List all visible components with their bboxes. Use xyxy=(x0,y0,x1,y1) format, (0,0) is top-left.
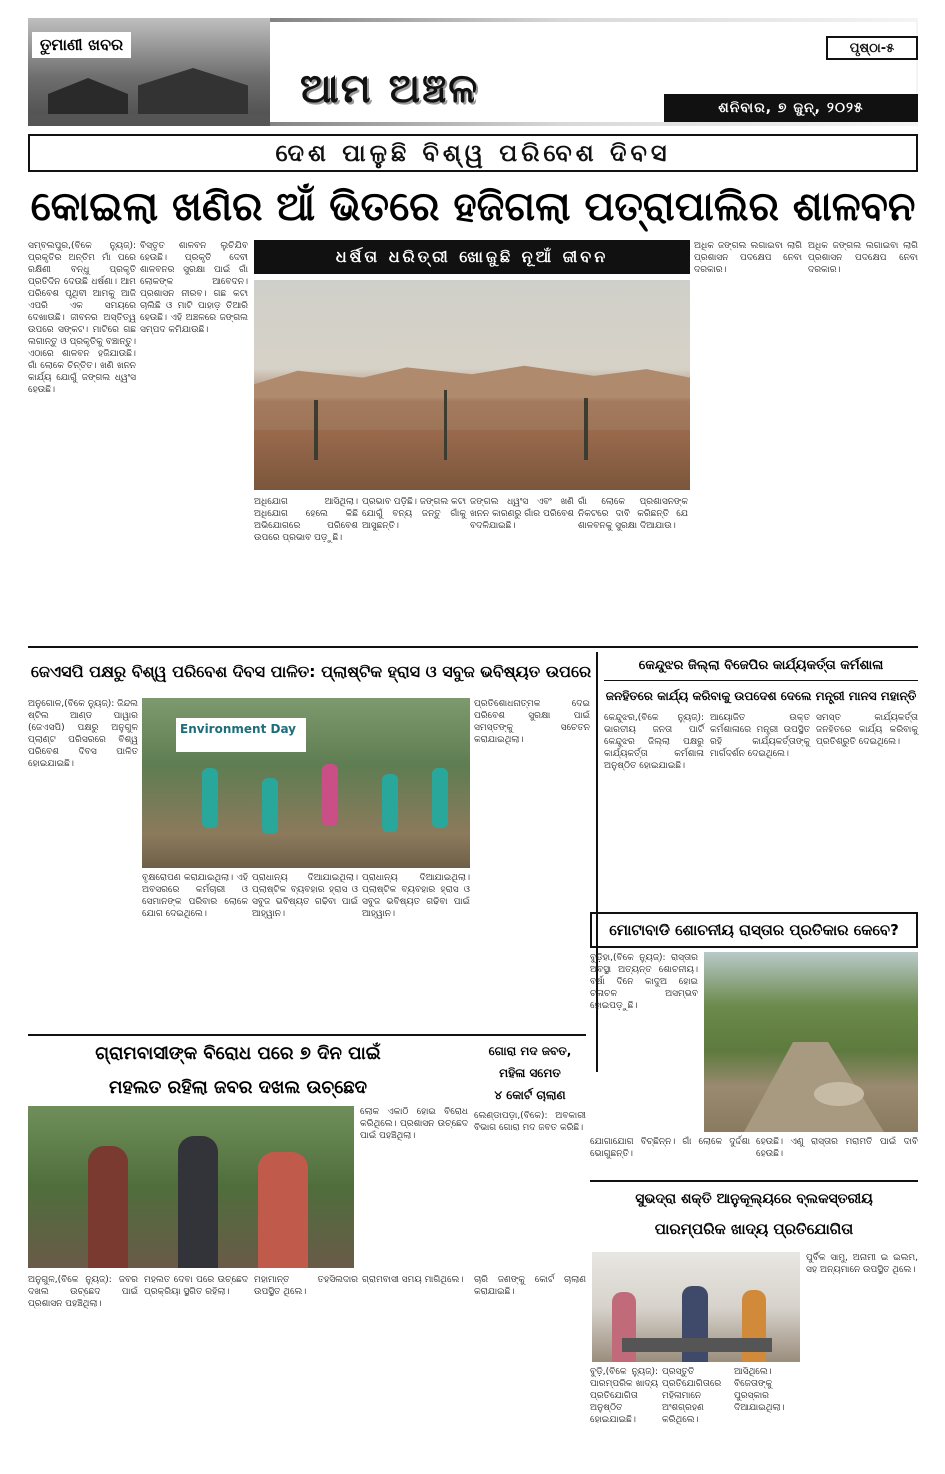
jsp-plantation-photo xyxy=(142,698,470,868)
liquor-headline-line3: ୪ କୋର୍ଟ ଚାଲାଣ xyxy=(494,1088,566,1102)
bjp-subhead: ଜନହିତରେ କାର୍ଯ୍ୟ କରିବାକୁ ଉପଦେଶ ଦେଲେ ମନ୍ତ୍ରୀ ମାନସ ମହାନ୍ତି xyxy=(605,689,917,703)
lead-column-6: ଗାଁ ଲୋକେ ପ୍ରଶାସନଙ୍କ ନିକଟରେ ଦାବି କରିଛନ୍ତି ଯେ ଶାଳବନକୁ ସୁରକ୍ଷା ଦିଆଯାଉ। xyxy=(578,497,688,531)
page-number: ପୃଷ୍ଠା-୫ xyxy=(826,36,918,60)
subhadra-column-2: ପ୍ରସ୍ତୁତି ପ୍ରତିଯୋଗିତାରେ ମହିଳାମାନେ ଅଂଶଗ୍ରହଣ କରିଥିଲେ। xyxy=(662,1367,722,1425)
divider xyxy=(604,680,918,681)
road-column-3: ହେଉଛି। ଏଣୁ ରାସ୍ତାର ମରାମତି ପାଇଁ ଦାବି ହେଉଛି। xyxy=(756,1137,918,1159)
liquor-column-1: ଲେଣ୍ଡାପଡ଼ା,(ବିକେ): ଅବକାରୀ ବିଭାଗ ଗୋରା ମଦ ଜବତ କରିଛି। xyxy=(474,1111,586,1133)
issue-date: ଶନିବାର, ୭ ଜୁନ୍, ୨୦୨୫ xyxy=(664,94,918,122)
bjp-column-2: ଆୟୋଜିତ ଉକ୍ତ କର୍ମଶାଳାରେ ମନ୍ତ୍ରୀ ଉପସ୍ଥିତ ରହି କାର୍ଯ୍ୟକର୍ତ୍ତାଙ୍କୁ ମାର୍ଗଦର୍ଶନ ଦେଇଥିଲେ। xyxy=(710,713,810,759)
road-column-2: ଯୋଗାଯୋଗ ବିଚ୍ଛିନ୍ନ। ଗାଁ ଲୋକେ ଦୁର୍ଦ୍ଦଶା ଭୋଗୁଛନ୍ତି। xyxy=(590,1137,750,1159)
bjp-headline: କେନ୍ଦୁଝର ଜିଲ୍ଲା ବିଜେପିର କାର୍ଯ୍ୟକର୍ତ୍ତା କର୍ମଶାଳା xyxy=(638,658,884,673)
divider xyxy=(590,1180,918,1182)
lead-column-1: ସମ୍ବଲପୁର,(ବିକେ ନ୍ୟୁଜ୍): ପ୍ରକୃତିର ଅନ୍ତିମ ମାଁ ପରେ ରକ୍ଷିଣୀ ବନ୍ଧୁ ପ୍ରକୃତି ପ୍ରତିଦିନ ଦେଉଛି ଧର୍ଷଣା। ଆମ ପରିବେଶ ପୃଥିବୀ ଆମକୁ ଆଜି ଏପରି ଏକ ସମୟରେ ଦେଖାଉଛି। ଜୀବନର ଅସ୍ତିତ୍ୱ ଉପରେ ସଙ୍କଟ। ମାଟିରେ ଗଛ ଲଗାନ୍ତୁ ଓ ପ୍ରକୃତିକୁ ବଞ୍ଚାନ୍ତୁ। ଏଠାରେ ଶାଳବନ ହଜିଯାଉଛି। ଗାଁ ଲୋକେ ଚିନ୍ତିତ। ଖଣି ଖନନ କାର୍ଯ୍ୟ ଯୋଗୁଁ ଜଙ୍ଗଲ ଧ୍ୱଂସ ହେଉଛି। xyxy=(28,241,136,395)
jsp-column-1: ଅନୁଗୋଳ,(ବିକେ ନ୍ୟୁଜ୍): ଜିନ୍ଦଲ ଷ୍ଟିଲ ଆଣ୍ଡ ପାୱାର (ଜେଏସପି) ପକ୍ଷରୁ ଅନୁଗୁଳ ପ୍ଲାଣ୍ଟ ପରିସରରେ ବିଶ୍ୱ ପରିବେଶ ଦିବସ ପାଳିତ ହୋଇଯାଇଛି। xyxy=(28,699,138,769)
eviction-headline-line1: ଗ୍ରାମବାସୀଙ୍କ ବିରୋଧ ପରେ ୭ ଦିନ ପାଇଁ xyxy=(95,1043,381,1064)
eviction-side-column: ଲୋକ ଏକାଠି ହୋଇ ବିରୋଧ କରିଥିଲେ। ପ୍ରଶାସନ ଉଚ୍ଛେଦ ପାଇଁ ପହଞ୍ଚିଥିଲା। xyxy=(360,1107,468,1141)
divider xyxy=(28,646,918,648)
eviction-column-3: ମହାମାନ୍ତ ତହସିଲଦାର ଉପସ୍ଥିତ ଥିଲେ। xyxy=(254,1275,358,1297)
jsp-column-4: ପ୍ରତିଶୋଧନାତ୍ମକ ଦେଇ ପରିବେଶ ସୁରକ୍ଷା ପାଇଁ ସମସ୍ତଙ୍କୁ ସଚେତନ କରାଯାଇଥିଲା। xyxy=(474,699,590,745)
lead-mining-photo xyxy=(254,280,690,490)
liquor-headline-line1: ଗୋରା ମଦ ଜବତ, xyxy=(488,1044,572,1058)
lead-column-3: ଅଧିଯୋଗ ଆସିଥିଲା। ଅଧିଯୋଗ ହେଲେ କିଛି ଅଭିଯୋଗରେ ପରିବେଶ ଉପରେ ପ୍ରଭାବ ପଡ଼ୁଛି। xyxy=(254,497,358,543)
brand-logo: ତୁମାଣୀ ଖବର xyxy=(32,32,131,58)
road-column-1: ବୁଡ଼ିହା,(ବିକେ ନ୍ୟୁଜ୍): ରାସ୍ତାର ଅବସ୍ଥା ଅତ୍ୟନ୍ତ ଶୋଚନୀୟ। ବର୍ଷା ଦିନେ କାଦୁଅ ହୋଇ ଚଳାଚଳ ଅସମ୍ଭବ ହୋଇପଡ଼ୁଛି। xyxy=(590,953,698,1011)
eviction-headline-line2: ମହଲତ ରହିଲା ଜବର ଦଖଲ ଉଚ୍ଛେଦ xyxy=(108,1077,368,1098)
jsp-column-2: ବୃକ୍ଷରୋପଣ କରାଯାଇଥିଲା। ଏହି ଅବସରରେ କର୍ମଚାରୀ ଓ ସେମାନଙ୍କ ପରିବାର ଲୋକେ ଯୋଗ ଦେଇଥିଲେ। xyxy=(142,873,248,919)
eviction-column-2: ମହଲତ ଦେବା ପରେ ଉଚ୍ଛେଦ ପ୍ରକ୍ରିୟା ସ୍ଥଗିତ ରହିଲା। xyxy=(144,1275,248,1297)
subhadra-headline-line2: ପାରମ୍ପରିକ ଖାଦ୍ୟ ପ୍ରତିଯୋଗିତା xyxy=(654,1220,854,1238)
lead-photo-caption: ଧର୍ଷିତା ଧରିତ୍ରୀ ଖୋଜୁଛି ନୂଆଁ ଜୀବନ xyxy=(254,240,690,274)
lead-headline: କୋଇଲା ଖଣିର ଆଁ ଭିତରେ ହଜିଗଲା ପତ୍ରାପାଲିର ଶାଳବନ xyxy=(30,184,916,230)
lead-column-2: ବିସ୍ତୃତ ଶାଳବନ ଲୁଚିଯିବ ହେଉଛି। ପ୍ରକୃତି ଦେବୀ ଶାଳବନର ସୁରକ୍ଷା ପାଇଁ ଗାଁ ଲୋକଙ୍କ ଆବେଦନ। ପ୍ରଶାସନ ନୀରବ। ଗଛ କଟା ଚାଲିଛି ଓ ମାଟି ପାହାଡ଼ ତିଆରି ହେଉଛି। ଏହି ଅଞ୍ଚଳରେ ଜଙ୍ଗଲ ସମ୍ପଦ କମିଯାଉଛି। xyxy=(140,241,248,335)
jsp-column-3b: ପ୍ରାଧାନ୍ୟ ଦିଆଯାଇଥିଲା। ପ୍ଲାଷ୍ଟିକ ବ୍ୟବହାର ହ୍ରାସ ଓ ସବୁଜ ଭବିଷ୍ୟତ ଗଢିବା ପାଇଁ ଆହ୍ୱାନ। xyxy=(362,873,470,919)
bjp-column-3: ସମସ୍ତ କାର୍ଯ୍ୟକର୍ତ୍ତା ଜନହିତରେ କାର୍ଯ୍ୟ କରିବାକୁ ପ୍ରତିଶ୍ରୁତି ଦେଇଥିଲେ। xyxy=(816,713,918,747)
lead-column-5: ଜଙ୍ଗଲ ଧ୍ୱଂସ ଏବଂ ଖଣି ଖନନ କାରଣରୁ ଗାଁର ପରିବେଶ ବଦଳିଯାଇଛି। xyxy=(470,497,574,531)
bjp-column-1: କେନ୍ଦୁଝର,(ବିକେ ନ୍ୟୁଜ୍): ଭାରତୀୟ ଜନତା ପାର୍ଟି କେନ୍ଦୁଝର ଜିଲ୍ଲା ପକ୍ଷରୁ କାର୍ଯ୍ୟକର୍ତ୍ତା କର୍ମଶାଳା ଅନୁଷ୍ଠିତ ହୋଇଯାଇଛି। xyxy=(604,713,704,771)
lead-kicker: ଦେଶ ପାଳୁଛି ବିଶ୍ୱ ପରିବେଶ ଦିବସ xyxy=(28,134,918,172)
eviction-column-1: ଅନୁଗୁଳ,(ବିକେ ନ୍ୟୁଜ୍): ଜବର ଦଖଲ ଉଚ୍ଛେଦ ପାଇଁ ପ୍ରଶାସନ ପହଞ୍ଚିଥିଲା। xyxy=(28,1275,138,1309)
road-photo xyxy=(704,952,918,1132)
jsp-banner: Environment Day xyxy=(176,718,306,752)
eviction-protest-photo xyxy=(28,1106,354,1268)
subhadra-headline-line1: ସୁଭଦ୍ରା ଶକ୍ତି ଆନୁକୂଲ୍ୟରେ ବ୍ଲକସ୍ତରୀୟ xyxy=(635,1191,873,1207)
subhadra-column-1: ବୁଡ଼ି,(ବିକେ ନ୍ୟୁଜ୍): ପାରମ୍ପରିକ ଖାଦ୍ୟ ପ୍ରତିଯୋଗିତା ଅନୁଷ୍ଠିତ ହୋଇଯାଇଛି। xyxy=(590,1367,658,1425)
subhadra-side-column: ପୁର୍ବିକ ସାମୁ, ଅନାମୀ ଇ ଇଲମ, ସହ ଅନ୍ୟମାନେ ଉପସ୍ଥିତ ଥିଲେ। xyxy=(806,1253,918,1275)
section-title: ଆମ ଅଞ୍ଚଳ xyxy=(300,66,480,112)
lead-column-4: ପ୍ରଭାବ ପଡ଼ିଛି। ଜଙ୍ଗଲ କଟା ଯୋଗୁଁ ବନ୍ୟ ଜନ୍ତୁ ଗାଁକୁ ଆସୁଛନ୍ତି। xyxy=(362,497,466,531)
divider xyxy=(28,1034,586,1036)
subhadra-event-photo xyxy=(592,1252,800,1362)
jsp-column-3: ପ୍ରାଧାନ୍ୟ ଦିଆଯାଇଥିଲା। ପ୍ଲାଷ୍ଟିକ ବ୍ୟବହାର ହ୍ରାସ ଓ ସବୁଜ ଭବିଷ୍ୟତ ଗଢିବା ପାଇଁ ଆହ୍ୱାନ। xyxy=(252,873,358,919)
lead-column-7: ଅଧିକ ଜଙ୍ଗଲ ଲଗାଇବା ଲାଗି ପ୍ରଶାସନ ପଦକ୍ଷେପ ନେବା ଦରକାର। xyxy=(694,241,802,275)
liquor-column-2: ଚାରି ଜଣଙ୍କୁ କୋର୍ଟ ଚାଲାଣ କରାଯାଇଛି। xyxy=(474,1275,586,1297)
eviction-column-4: ଗ୍ରାମବାସୀ ସମୟ ମାଗିଥିଲେ। xyxy=(362,1275,464,1285)
subhadra-column-3: ଆସିଥିଲେ। ବିଜେତାଙ୍କୁ ପୁରସ୍କାର ଦିଆଯାଇଥିଲା। xyxy=(734,1367,785,1413)
road-headline: ମୋଟାବାଡି ଶୋଚନୀୟ ରାସ୍ତାର ପ୍ରତିକାର କେବେ? xyxy=(590,912,918,948)
jsp-headline: ଜେଏସପି ପକ୍ଷରୁ ବିଶ୍ୱ ପରିବେଶ ଦିବସ ପାଳିତ: ପ୍ଲାଷ୍ଟିକ ହ୍ରାସ ଓ ସବୁଜ ଭବିଷ୍ୟତ ଉପରେ xyxy=(30,662,592,681)
liquor-headline-line2: ମହିଳା ସମେତ xyxy=(499,1066,561,1080)
lead-column-8: ଅଧିକ ଜଙ୍ଗଲ ଲଗାଇବା ଲାଗି ପ୍ରଶାସନ ପଦକ୍ଷେପ ନେବା ଦରକାର। xyxy=(808,241,918,275)
